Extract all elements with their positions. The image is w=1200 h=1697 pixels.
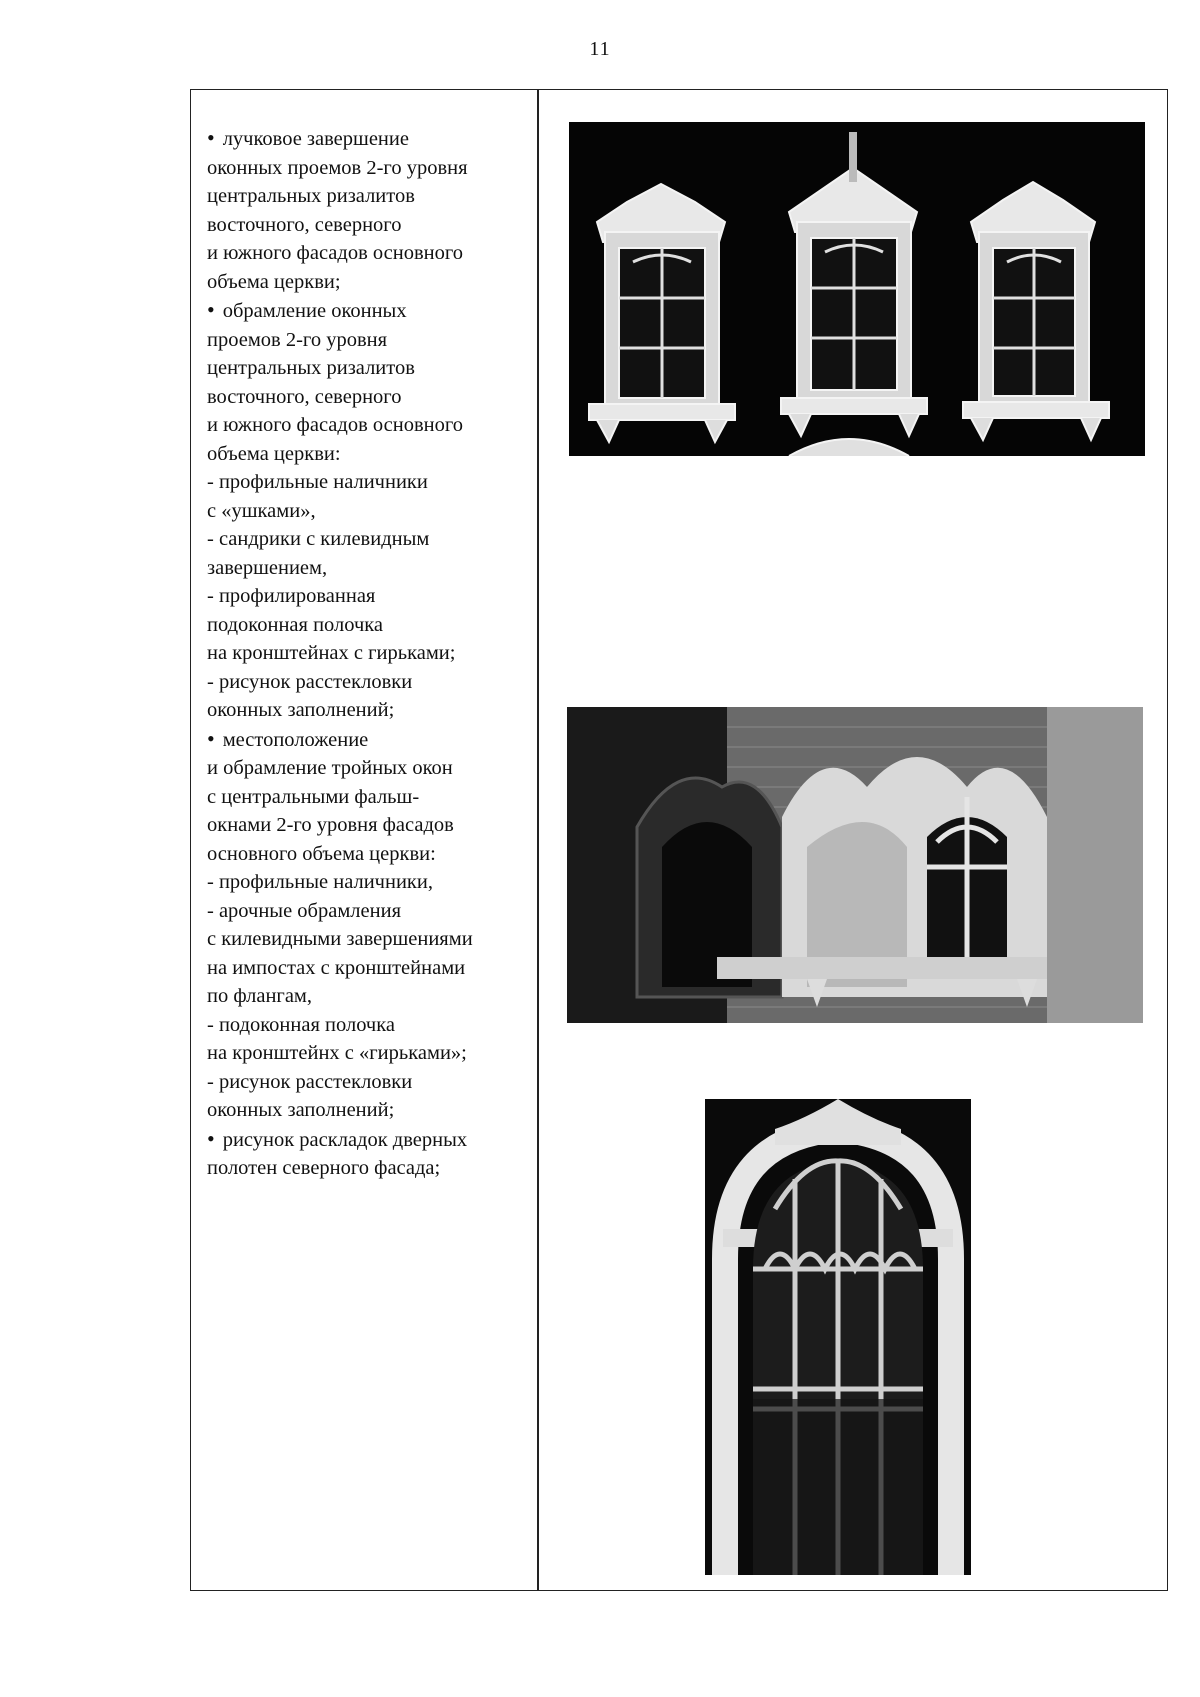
bullet-item-line: • лучковое завершение (207, 124, 527, 154)
dash-item-line: подоконная полочка (207, 613, 384, 636)
dash-item-line: - рисунок расстекловки (207, 670, 413, 693)
bullet-item-line: • обрамление оконных (207, 296, 527, 326)
dash-item-line: - профилированная (207, 585, 376, 607)
column-divider (537, 89, 539, 1591)
bullet-item-line: и южного фасадов основного (207, 414, 463, 436)
bullet-item-line: проемов 2-го уровня (207, 328, 388, 351)
bullet-item-line: объема церкви: (207, 442, 341, 465)
bullet-item-line: и обрамление тройных окон (207, 757, 453, 779)
page-number: 11 (589, 38, 611, 60)
description-column (207, 124, 527, 1183)
photo-triple-window (567, 707, 1143, 1023)
dash-item-line: завершением, (207, 556, 328, 579)
dash-item-line: - подоконная полочка (207, 1013, 395, 1036)
dash-item-line: - арочные обрамления (207, 899, 401, 922)
bullet-item-line: основного объема церкви: (207, 842, 436, 865)
bullet-item-line: с центральными фальш- (207, 785, 420, 808)
bullet-item-line: • местоположение (207, 725, 527, 755)
photo-three-windows (569, 122, 1145, 456)
bullet-item-line: восточного, северного (207, 213, 402, 236)
dash-item-line: оконных заполнений; (207, 699, 395, 721)
dash-item-line: по флангам, (207, 985, 313, 1007)
dash-item-line: - профильные наличники (207, 471, 428, 493)
dash-item-line: - сандрики с килевидным (207, 528, 430, 550)
dash-item-line: - рисунок расстекловки (207, 1070, 413, 1093)
bullet-item-line: центральных ризалитов (207, 185, 415, 207)
dash-item-line: на кронштейнах с гирьками; (207, 642, 456, 664)
bullet-item-line: и южного фасадов основного (207, 242, 463, 264)
content-table (190, 89, 1168, 1591)
photo-arched-door (705, 1099, 971, 1575)
dash-item-line: с «ушками», (207, 499, 316, 522)
dash-item-line: оконных заполнений; (207, 1099, 395, 1121)
bullet-item-line: оконных проемов 2-го уровня (207, 156, 468, 179)
dash-item-line: на кронштейнх с «гирьками»; (207, 1042, 467, 1064)
bullet-item-line: объема церкви; (207, 270, 341, 293)
dash-item-line: - профильные наличники, (207, 871, 433, 893)
bullet-item-line: полотен северного фасада; (207, 1157, 441, 1179)
dash-item-line: на импостах с кронштейнами (207, 956, 466, 979)
dash-item-line: с килевидными завершениями (207, 928, 473, 950)
bullet-item-line: окнами 2-го уровня фасадов (207, 814, 454, 836)
bullet-item-line: восточного, северного (207, 385, 402, 408)
bullet-item-line: центральных ризалитов (207, 357, 415, 379)
bullet-item-line: • рисунок раскладок дверных (207, 1125, 527, 1155)
